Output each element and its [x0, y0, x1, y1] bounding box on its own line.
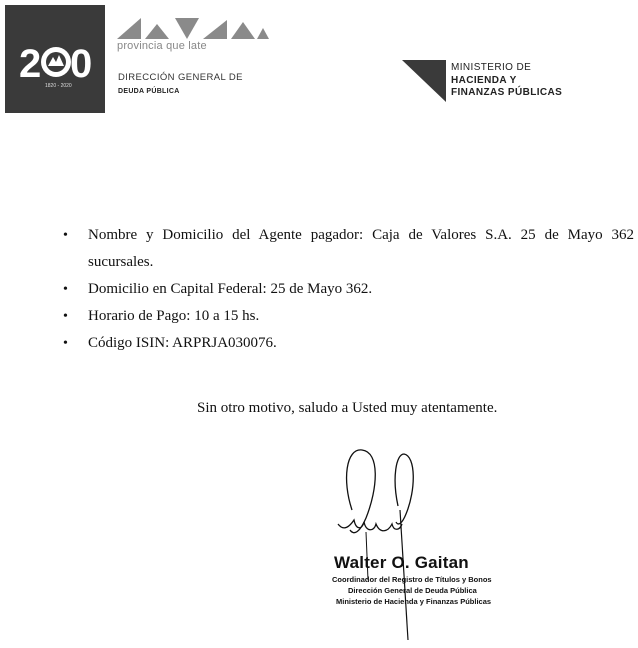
- signatory-title-line3: Ministerio de Hacienda y Finanzas Públicas: [336, 597, 492, 606]
- seal-years: 1820 - 2020: [45, 83, 72, 89]
- list-item: [63, 222, 634, 276]
- signatory-title-line1: Coordinador del Registro de Títulos y Bonos: [332, 575, 492, 584]
- payment-hours-text: Horario de Pago: 10 a 15 hs.: [88, 308, 260, 324]
- bullet-icon: •: [63, 228, 68, 243]
- list-item: [63, 330, 634, 357]
- payment-details-list: [63, 222, 634, 357]
- seal-logo-box: [5, 5, 105, 113]
- bullet-icon: •: [63, 336, 68, 351]
- bullet-icon: •: [63, 309, 68, 324]
- signatory-title-line2: Dirección General de Deuda Pública: [348, 586, 477, 595]
- agent-name-text: Nombre y Domicilio del Agente pagador: Caja de Valores S.A. 25 de Mayo 362: [88, 227, 634, 243]
- svg-text:2: 2: [19, 42, 42, 83]
- direccion-general-title: DIRECCIÓN GENERAL DE: [118, 72, 243, 83]
- closing-salutation: Sin otro motivo, saludo a Usted muy atentamente.: [197, 400, 498, 416]
- capital-address-text: Domicilio en Capital Federal: 25 de Mayo 362.: [88, 281, 373, 297]
- la-rioja-brand-logo: [117, 14, 272, 42]
- ministerio-title-line2: HACIENDA Y: [451, 75, 517, 86]
- deuda-publica-subtitle: DEUDA PÚBLICA: [118, 88, 180, 95]
- svg-text:0: 0: [70, 42, 93, 83]
- ministerio-title-line3: FINANZAS PÚBLICAS: [451, 87, 563, 98]
- handwritten-signature: [320, 440, 430, 645]
- list-item: [63, 303, 634, 330]
- brand-tagline: provincia que late: [117, 40, 207, 52]
- list-item: [63, 276, 634, 303]
- agent-name-continuation: sucursales.: [88, 254, 154, 270]
- signatory-name: Walter O. Gaitan: [334, 553, 469, 572]
- ministerio-title-line1: MINISTERIO DE: [451, 62, 532, 73]
- ministerio-logo-mark: [402, 58, 448, 104]
- isin-code-text: Código ISIN: ARPRJA030076.: [88, 335, 277, 351]
- bicentennial-seal-icon: [15, 35, 95, 83]
- bullet-icon: •: [63, 282, 68, 297]
